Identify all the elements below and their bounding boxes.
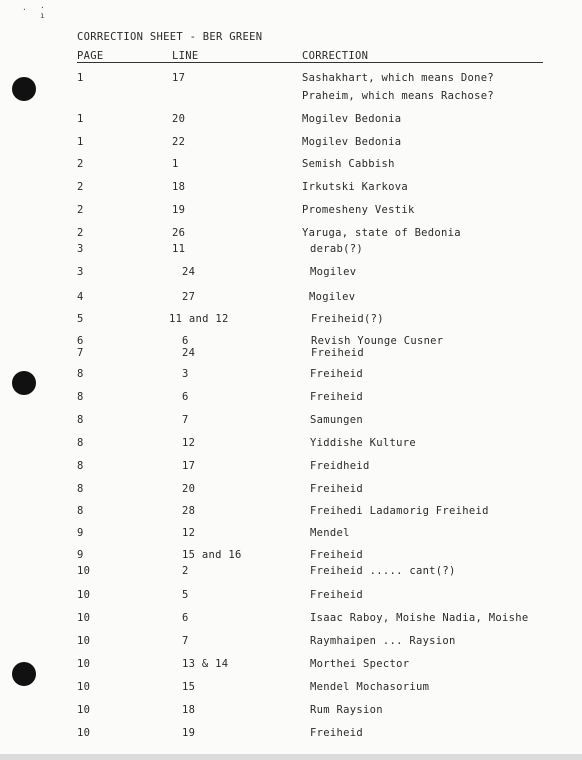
row-correction-cell: Freiheid [310,727,363,739]
row-line-cell: 6 [182,391,189,403]
row-page-cell: 2 [77,158,84,170]
row-page-cell: 8 [77,505,84,517]
row-line-cell: 11 and 12 [169,313,229,325]
row-line-cell: 17 [172,72,186,84]
row-correction-cell: Morthei Spector [310,658,410,670]
row-page-cell: 10 [77,635,91,647]
row-page-cell: 8 [77,414,84,426]
row-correction-cell: Freiheid [310,368,363,380]
row-correction-cell: Mogilev Bedonia [302,136,402,148]
row-page-cell: 10 [77,565,91,577]
row-line-cell: 11 [172,243,186,255]
row-correction-cell: Irkutski Karkova [302,181,408,193]
document-title: CORRECTION SHEET - BER GREEN [77,31,263,43]
column-header-page: PAGE [77,50,104,62]
row-correction-cell: Freiheid [310,549,363,561]
row-correction-cell: Freiheid(?) [311,313,384,325]
row-line-cell: 28 [182,505,196,517]
row-page-cell: 8 [77,391,84,403]
row-page-cell: 5 [77,313,84,325]
row-correction-cell: Samungen [310,414,363,426]
row-correction-cell: Rum Raysion [310,704,383,716]
row-line-cell: 22 [172,136,186,148]
row-correction-cell: Mogilev Bedonia [302,113,402,125]
row-line-cell: 17 [182,460,196,472]
row-correction-cell: Freihedi Ladamorig Freiheid [310,505,489,517]
row-page-cell: 8 [77,460,84,472]
row-line-cell: 18 [182,704,196,716]
row-page-cell: 10 [77,681,91,693]
row-correction-cell: Freiheid [310,483,363,495]
row-correction-cell: Praheim, which means Rachose? [302,90,495,102]
row-correction-cell: Sashakhart, which means Done? [302,72,495,84]
row-page-cell: 2 [77,181,84,193]
row-line-cell: 1 [172,158,179,170]
punch-hole-top [12,77,36,101]
row-line-cell: 15 [182,681,196,693]
row-correction-cell: Freidheid [310,460,370,472]
row-correction-cell: Mogilev [309,291,356,303]
row-page-cell: 10 [77,658,91,670]
row-line-cell: 20 [172,113,186,125]
row-line-cell: 13 & 14 [182,658,229,670]
row-line-cell: 24 [182,266,196,278]
row-line-cell: 12 [182,437,196,449]
row-page-cell: 10 [77,612,91,624]
row-page-cell: 10 [77,704,91,716]
row-page-cell: 8 [77,437,84,449]
row-page-cell: 4 [77,291,84,303]
row-line-cell: 24 [182,347,196,359]
row-correction-cell: Mogilev [310,266,357,278]
row-page-cell: 8 [77,368,84,380]
row-page-cell: 1 [77,136,84,148]
row-correction-cell: Semish Cabbish [302,158,395,170]
row-page-cell: 9 [77,549,84,561]
row-line-cell: 7 [182,414,189,426]
row-page-cell: 1 [77,113,84,125]
row-line-cell: 27 [182,291,196,303]
stray-mark: ı [40,11,45,20]
row-line-cell: 6 [182,612,189,624]
stray-mark: · [40,3,45,12]
row-correction-cell: Yiddishe Kulture [310,437,416,449]
row-line-cell: 18 [172,181,186,193]
row-correction-cell: Isaac Raboy, Moishe Nadia, Moishe [310,612,529,624]
row-page-cell: 3 [77,266,84,278]
row-line-cell: 15 and 16 [182,549,242,561]
row-correction-cell: Mendel [310,527,350,539]
column-header-correction: CORRECTION [302,50,369,62]
row-line-cell: 2 [182,565,189,577]
stray-mark: · [22,5,27,14]
row-line-cell: 12 [182,527,196,539]
row-page-cell: 9 [77,527,84,539]
row-page-cell: 2 [77,227,84,239]
row-page-cell: 3 [77,243,84,255]
row-correction-cell: Mendel Mochasorium [310,681,430,693]
row-line-cell: 19 [172,204,186,216]
row-page-cell: 1 [77,72,84,84]
row-correction-cell: Revish Younge Cusner [311,335,444,347]
row-correction-cell: derab(?) [310,243,363,255]
row-page-cell: 6 [77,335,84,347]
row-correction-cell: Raymhaipen ... Raysion [310,635,456,647]
header-rule [77,62,543,63]
row-line-cell: 19 [182,727,196,739]
row-page-cell: 10 [77,589,91,601]
punch-hole-middle [12,371,36,395]
row-page-cell: 2 [77,204,84,216]
row-line-cell: 26 [172,227,186,239]
row-line-cell: 7 [182,635,189,647]
column-header-line: LINE [172,50,199,62]
punch-hole-bottom [12,662,36,686]
row-line-cell: 5 [182,589,189,601]
row-line-cell: 20 [182,483,196,495]
row-page-cell: 8 [77,483,84,495]
row-page-cell: 10 [77,727,91,739]
row-correction-cell: Freiheid ..... cant(?) [310,565,456,577]
row-line-cell: 3 [182,368,189,380]
row-correction-cell: Freiheid [310,391,363,403]
row-correction-cell: Freiheid [311,347,364,359]
row-line-cell: 6 [182,335,189,347]
row-correction-cell: Promesheny Vestik [302,204,415,216]
row-correction-cell: Freiheid [310,589,363,601]
page-edge [0,754,582,760]
row-correction-cell: Yaruga, state of Bedonia [302,227,461,239]
row-page-cell: 7 [77,347,84,359]
